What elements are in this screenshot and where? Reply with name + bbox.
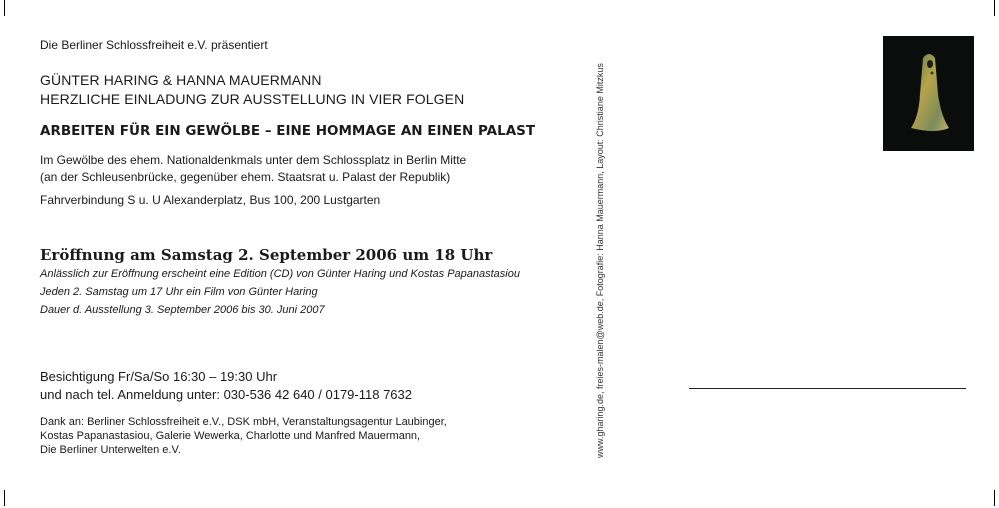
thanks-line-2: Kostas Papanastasiou, Galerie Wewerka, Charlotte und Manfred Mauermann, — [40, 430, 421, 442]
visiting-hours: Besichtigung Fr/Sa/So 16:30 – 19:30 Uhr — [40, 369, 278, 384]
presenter-line: Die Berliner Schlossfreiheit e.V. präsentiert — [40, 38, 268, 52]
address-line — [689, 388, 966, 389]
crop-mark-bottom-left — [4, 490, 5, 506]
credits-vertical — [593, 38, 607, 458]
opening-film: Jeden 2. Samstag um 17 Uhr ein Film von Günter Haring — [40, 286, 318, 298]
exhibition-title: ARBEITEN FÜR EIN GEWÖLBE – EINE HOMMAGE AN EINEN PALAST — [40, 123, 536, 139]
crop-mark-bottom-right — [994, 490, 995, 506]
crop-mark-top-right — [994, 0, 995, 16]
artwork-image — [883, 36, 974, 151]
visiting-phone: und nach tel. Anmeldung unter: 030-536 42 640 / 0179-118 7632 — [40, 387, 412, 402]
location-line-1: Im Gewölbe des ehem. Nationaldenkmals unter dem Schlossplatz in Berlin Mitte — [40, 153, 467, 167]
crop-mark-top-left — [4, 0, 5, 16]
transport-line: Fahrverbindung S u. U Alexanderplatz, Bus 100, 200 Lustgarten — [40, 193, 381, 207]
location-line-2: (an der Schleusenbrücke, gegenüber ehem. Staatsrat u. Palast der Republik) — [40, 170, 451, 184]
thanks-line-1: Dank an: Berliner Schlossfreiheit e.V., DSK mbH, Veranstaltungsagentur Laubinger, — [40, 416, 447, 428]
credits-vertical-text: www.gharing.de, freies-malen@web.de, Fotografie: Hanna Mauermann, Layout: Christiane Mitzkus — [595, 63, 605, 458]
opening-duration: Dauer d. Ausstellung 3. September 2006 bis 30. Juni 2007 — [40, 304, 325, 316]
artwork-photo — [883, 36, 974, 151]
invitation-heading: HERZLICHE EINLADUNG ZUR AUSSTELLUNG IN VIER FOLGEN — [40, 91, 465, 107]
opening-headline: Eröffnung am Samstag 2. September 2006 um 18 Uhr — [40, 246, 493, 264]
thanks-line-3: Die Berliner Unterwelten e.V. — [40, 444, 181, 456]
opening-edition: Anlässlich zur Eröffnung erscheint eine Edition (CD) von Günter Haring und Kostas Papanastasiou — [40, 268, 520, 280]
artists-heading: GÜNTER HARING & HANNA MAUERMANN — [40, 72, 322, 88]
